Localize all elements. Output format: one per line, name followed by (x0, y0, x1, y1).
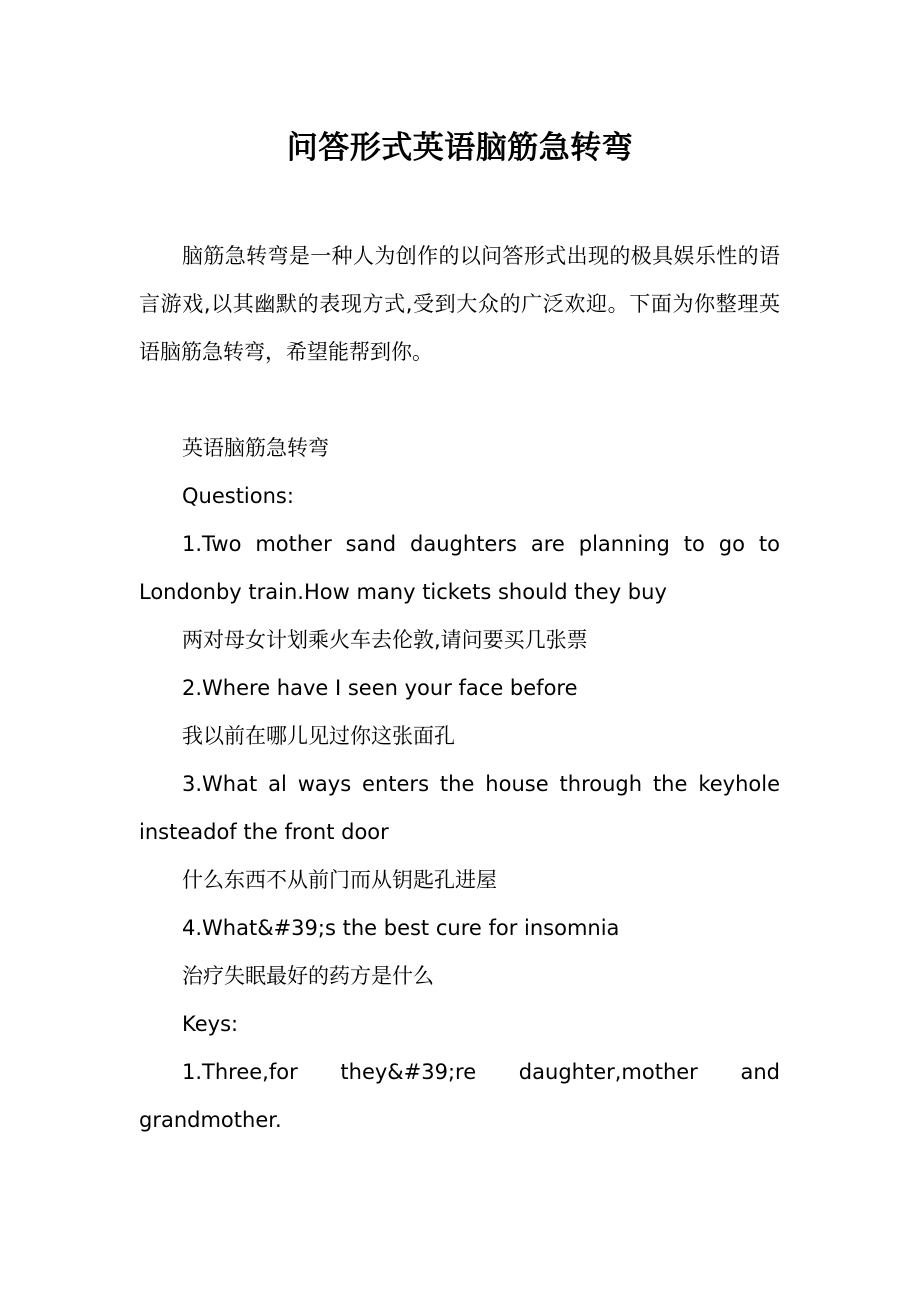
document-title: 问答形式英语脑筋急转弯 (286, 130, 634, 166)
question-2-english: 2.Where have I seen your face before (182, 676, 578, 700)
question-1-english: 1.Two mother sand daughters are planning to go to Londonby train.How many tickets should they buy (139, 532, 780, 604)
question-3-english: 3.What al ways enters the house through the keyhole insteadof the front door (139, 772, 780, 844)
questions-label: Questions: (182, 484, 294, 508)
keys-label: Keys: (182, 1012, 239, 1036)
question-4-chinese: 治疗失眠最好的药方是什么 (182, 964, 434, 988)
question-3-chinese: 什么东西不从前门而从钥匙孔进屋 (182, 868, 497, 892)
section-heading: 英语脑筋急转弯 (182, 436, 329, 460)
question-1-chinese: 两对母女计划乘火车去伦敦,请问要买几张票 (182, 628, 588, 652)
paragraph-spacer (139, 376, 780, 424)
question-4-english: 4.What&#39;s the best cure for insomnia (182, 916, 620, 940)
question-2-chinese: 我以前在哪儿见过你这张面孔 (182, 724, 455, 748)
document-body (139, 232, 780, 1144)
key-1: 1.Three,for they&#39;re daughter,mother and grandmother. (139, 1060, 780, 1132)
intro-paragraph: 脑筋急转弯是一种人为创作的以问答形式出现的极具娱乐性的语言游戏,以其幽默的表现方式,受到大众的广泛欢迎。下面为你整理英语脑筋急转弯，希望能帮到你。 (139, 244, 780, 364)
